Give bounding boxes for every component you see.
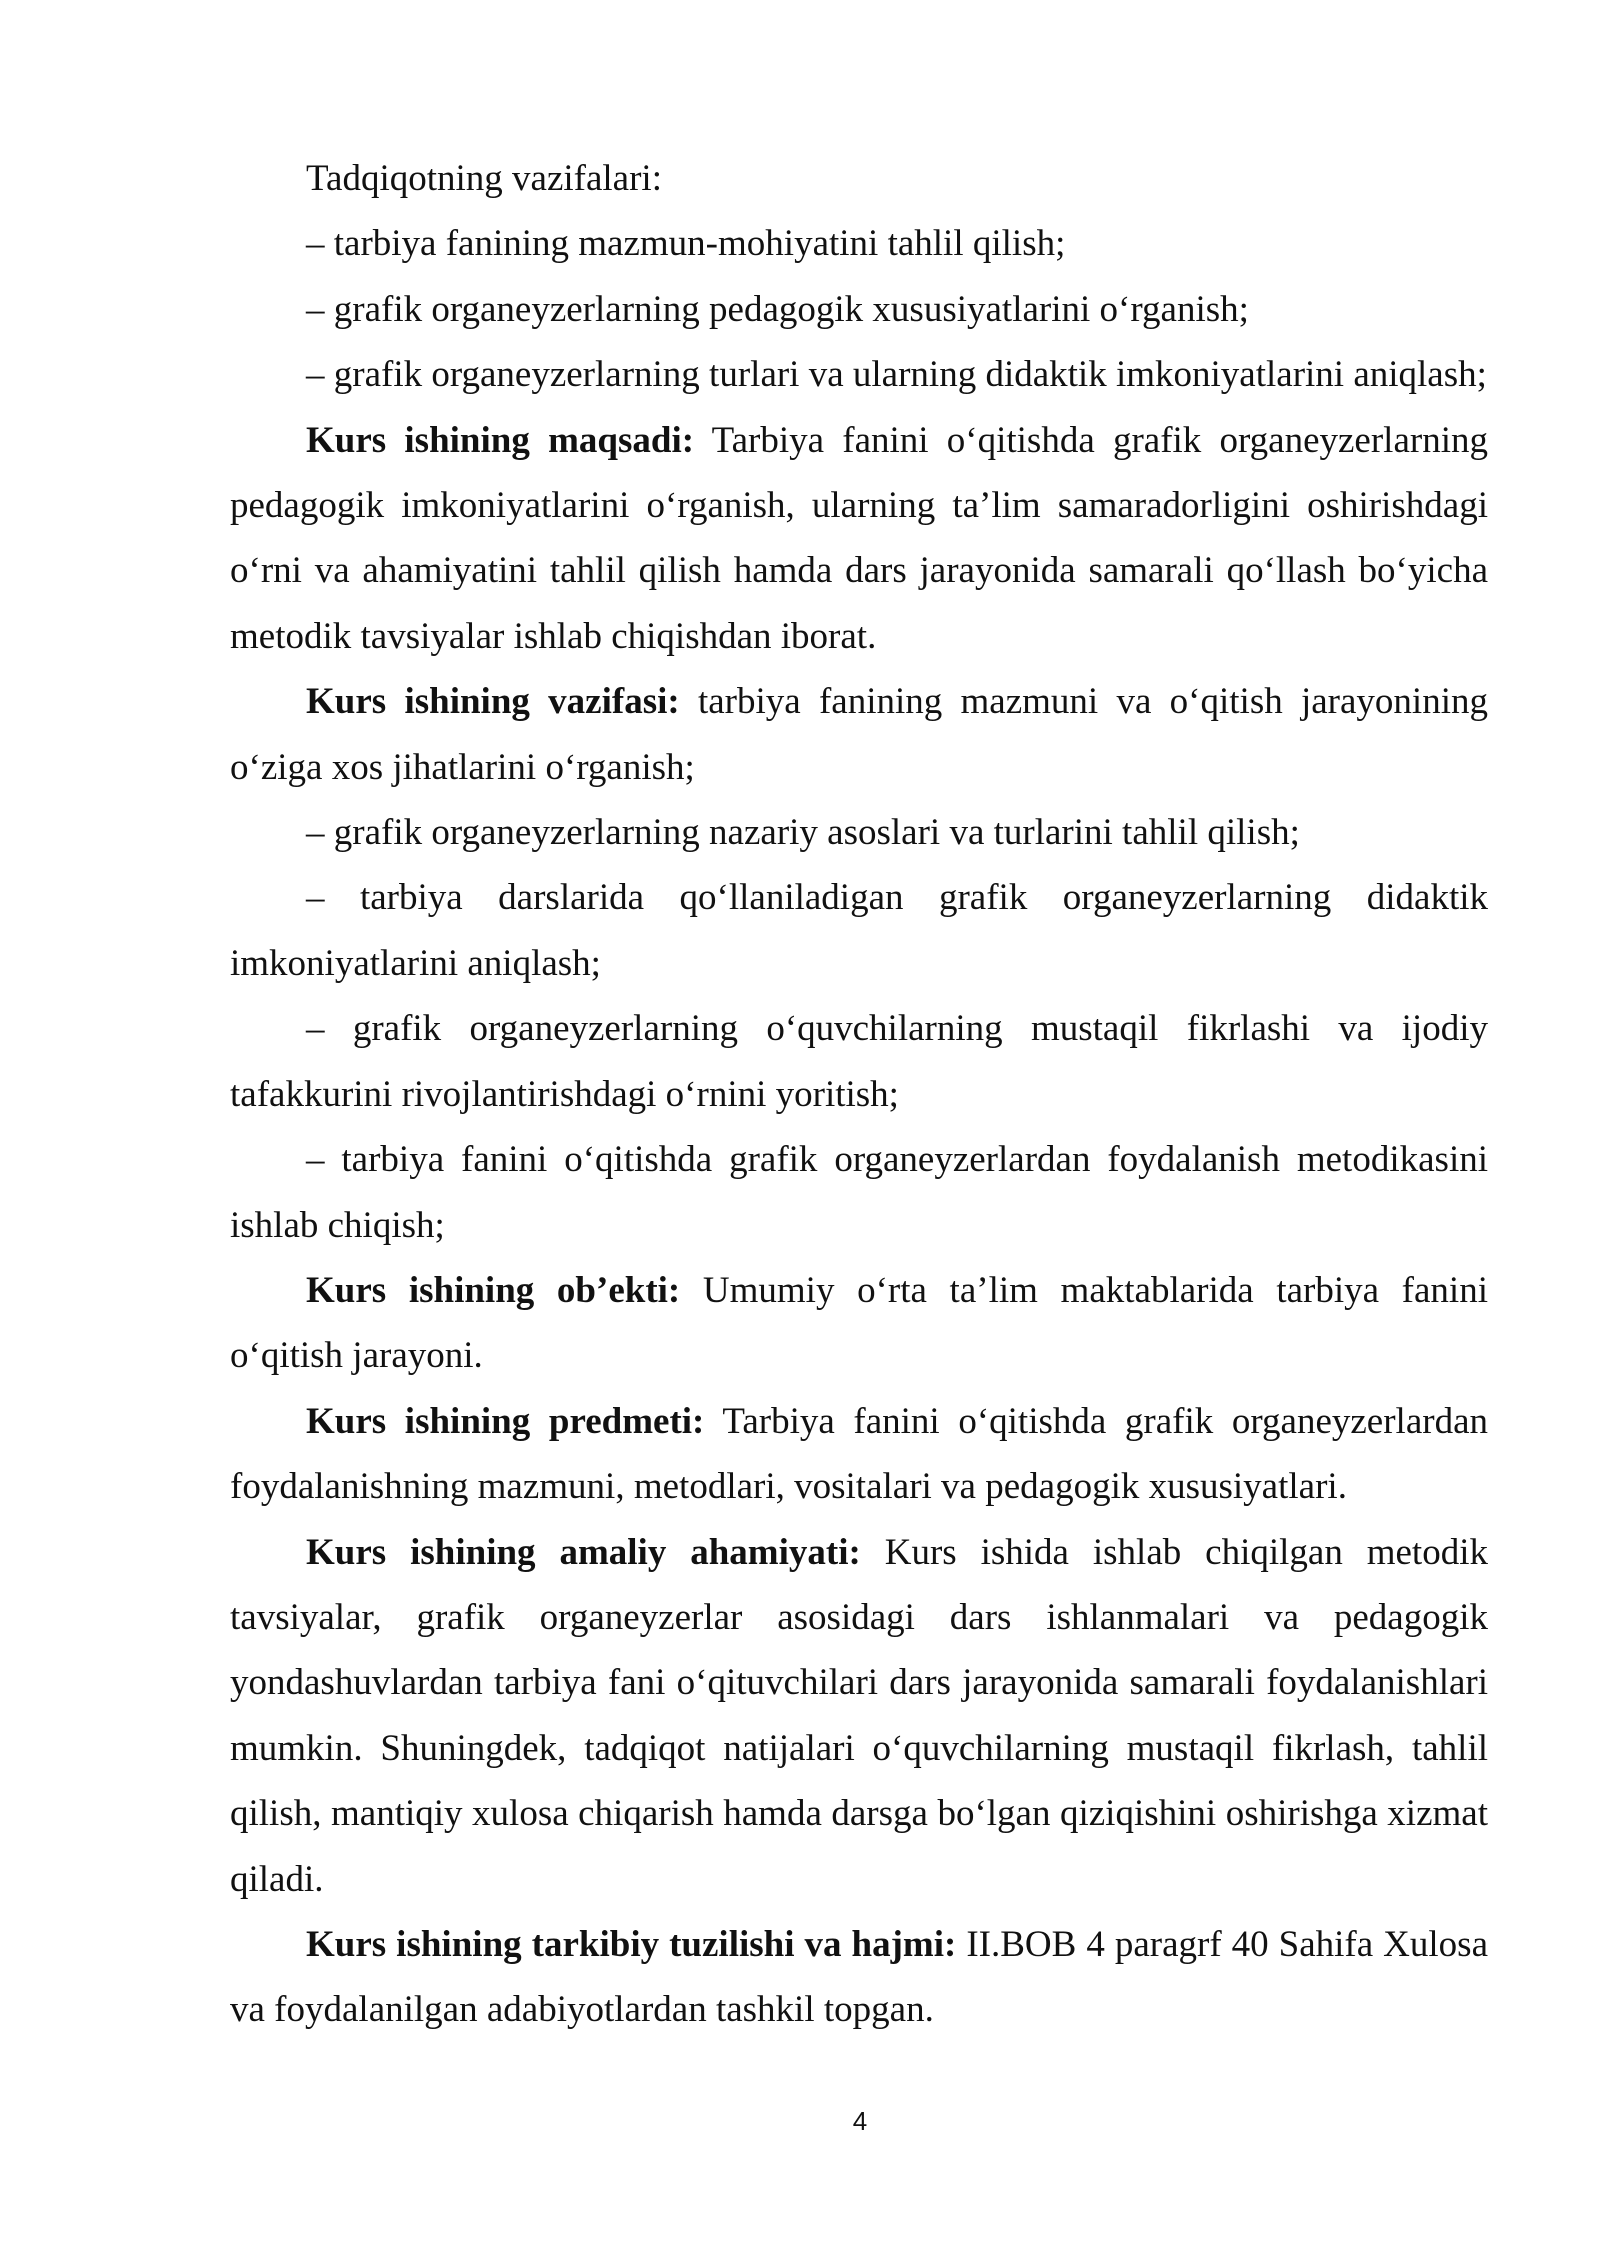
list-item: – grafik organeyzerlarning nazariy asoslari va turlarini tahlil qilish; xyxy=(306,812,1300,854)
list-item: – grafik organeyzerlarning pedagogik xususiyatlarini o‘rganish; xyxy=(306,288,1249,330)
page-body xyxy=(230,146,1488,2043)
paragraph-text: tarbiya fanining mazmuni va o‘qitish jarayonining o‘ziga xos jihatlarini o‘rganish; xyxy=(230,681,1488,788)
practical-significance-paragraph xyxy=(230,1520,1488,1912)
section-label: Kurs ishining amaliy ahamiyati: xyxy=(306,1531,861,1573)
paragraph-text: Tarbiya fanini o‘qitishda grafik organeyzerlarning pedagogik imkoniyatlarini o‘rganish, ularning ta’lim samaradorligini oshirishdagi o‘rni va ahamiyatini tahlil qilish hamda dars jarayonida samarali qo‘llash bo‘yicha metodik tavsiyalar ishlab chiqishdan iborat. xyxy=(230,419,1488,657)
page-number: 4 xyxy=(852,2106,868,2136)
paragraph-text: Umumiy o‘rta ta’lim maktablarida tarbiya fanini o‘qitish jarayoni. xyxy=(230,1269,1488,1377)
object-paragraph xyxy=(230,1258,1488,1389)
paragraph-text: II.BOB 4 paragrf 40 Sahifa Xulosa va foydalanilgan adabiyotlardan tashkil topgan. xyxy=(230,1923,1488,2031)
paragraph-text: Tarbiya fanini o‘qitishda grafik organeyzerlardan foydalanishning mazmuni, metodlari, vositalari va pedagogik xususiyatlari. xyxy=(230,1400,1488,1508)
paragraph-text: Kurs ishida ishlab chiqilgan metodik tavsiyalar, grafik organeyzerlar asosidagi dars ishlanmalari va pedagogik yondashuvlardan tarbiya fani o‘qituvchilari dars jarayonida samarali foydalanishlari mumkin. Shuningdek, tadqiqot natijalari o‘quvchilarning mustaqil fikrlash, tahlil qilish, mantiqiy xulosa chiqarish hamda darsga bo‘lgan qiziqishini oshirishga xizmat qiladi. xyxy=(230,1531,1488,1900)
list-item: – tarbiya darslarida qo‘llaniladigan grafik organeyzerlarning didaktik imkoniyatlarini aniqlash; xyxy=(230,877,1488,984)
section-label: Kurs ishining ob’ekti: xyxy=(306,1269,681,1311)
section-label: Kurs ishining tarkibiy tuzilishi va hajmi: xyxy=(306,1923,957,1965)
subject-paragraph xyxy=(230,1389,1488,1520)
list-item: – grafik organeyzerlarning o‘quvchilarning mustaqil fikrlashi va ijodiy tafakkurini rivojlantirishdagi o‘rnini yoritish; xyxy=(230,1008,1488,1115)
section-label: Kurs ishining vazifasi: xyxy=(306,681,680,723)
list-item: – grafik organeyzerlarning turlari va ularning didaktik imkoniyatlarini aniqlash; xyxy=(306,354,1487,396)
section-label: Kurs ishining predmeti: xyxy=(306,1400,705,1442)
list-item: – tarbiya fanini o‘qitishda grafik organeyzerlardan foydalanish metodikasini ishlab chiqish; xyxy=(230,1139,1488,1246)
list-item: – tarbiya fanining mazmun-mohiyatini tahlil qilish; xyxy=(306,223,1066,265)
goal-paragraph xyxy=(230,408,1488,670)
section-label: Kurs ishining maqsadi: xyxy=(306,419,695,461)
tasks-heading: Tadqiqotning vazifalari: xyxy=(306,158,662,199)
structure-paragraph xyxy=(230,1912,1488,2043)
tasks-paragraph xyxy=(230,669,1488,800)
